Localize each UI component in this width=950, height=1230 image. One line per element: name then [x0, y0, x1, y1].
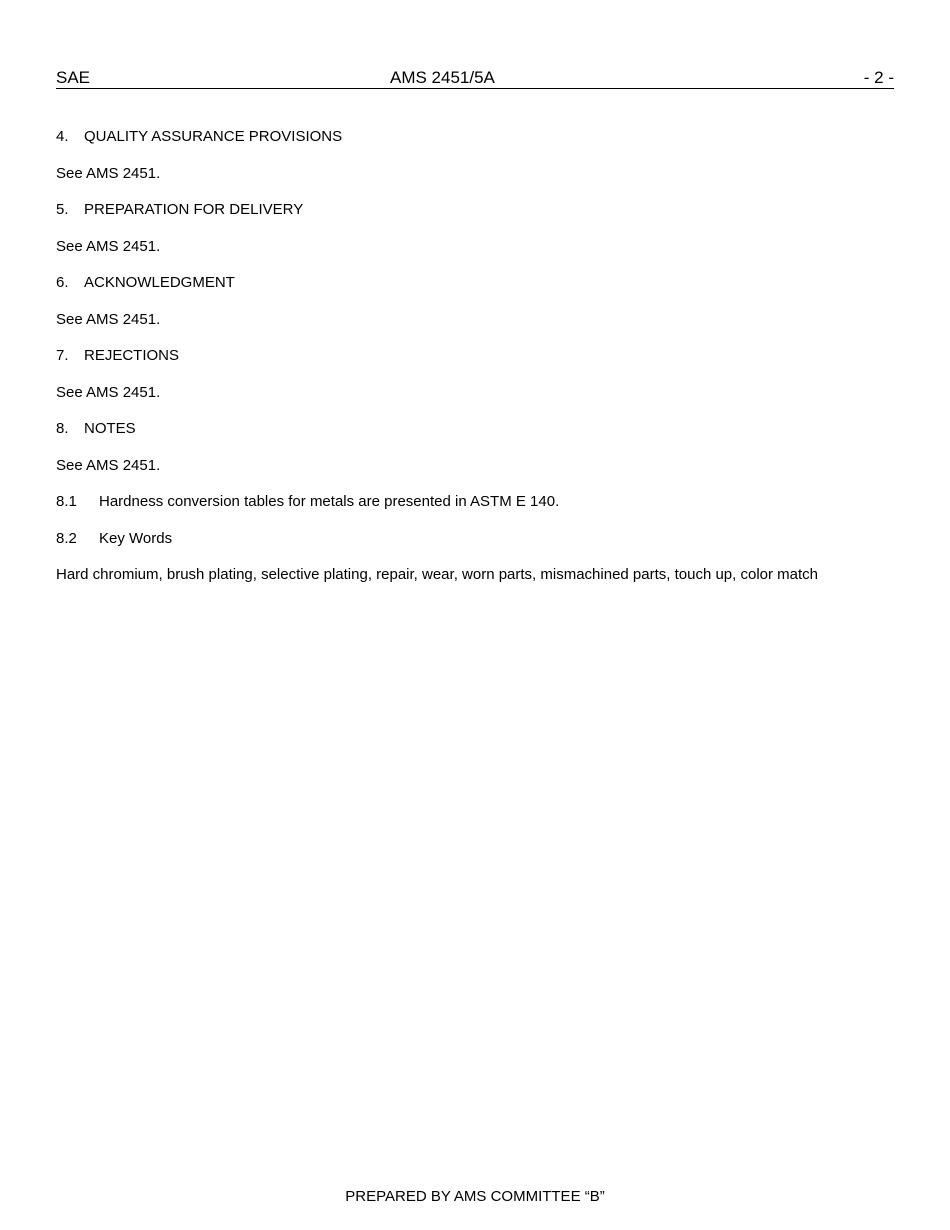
section-title: NOTES — [84, 420, 136, 437]
section-body: See AMS 2451. — [56, 165, 161, 182]
section-number: 4. — [56, 128, 69, 145]
subsection — [56, 530, 172, 548]
section-body: See AMS 2451. — [56, 384, 161, 401]
section-number: 7. — [56, 347, 69, 364]
section-body: See AMS 2451. — [56, 311, 161, 328]
page-footer: PREPARED BY AMS COMMITTEE “B” — [345, 1188, 605, 1205]
section-title: REJECTIONS — [84, 347, 180, 364]
header-organization: SAE — [56, 68, 91, 87]
section-heading — [56, 420, 136, 438]
section-title: ACKNOWLEDGMENT — [84, 274, 235, 291]
section-body: See AMS 2451. — [56, 457, 161, 474]
header-document-number: AMS 2451/5A — [390, 68, 495, 87]
section-heading — [56, 347, 179, 365]
subsection-number: 8.1 — [56, 493, 77, 510]
subsection-text: Hardness conversion tables for metals are presented in ASTM E 140. — [99, 493, 560, 510]
header-page-number: - 2 - — [863, 68, 894, 87]
section-number: 8. — [56, 420, 69, 437]
section-body: See AMS 2451. — [56, 238, 161, 255]
subsection — [56, 493, 559, 511]
section-number: 6. — [56, 274, 69, 291]
section-heading — [56, 128, 342, 146]
section-title: QUALITY ASSURANCE PROVISIONS — [84, 128, 343, 145]
section-heading — [56, 274, 235, 292]
keywords-list: Hard chromium, brush plating, selective plating, repair, wear, worn parts, mismachined parts, touch up, color match — [56, 566, 819, 583]
subsection-text: Key Words — [99, 530, 173, 547]
section-heading — [56, 201, 303, 219]
section-title: PREPARATION FOR DELIVERY — [84, 201, 304, 218]
subsection-number: 8.2 — [56, 530, 77, 547]
page-header — [56, 67, 894, 89]
section-number: 5. — [56, 201, 69, 218]
